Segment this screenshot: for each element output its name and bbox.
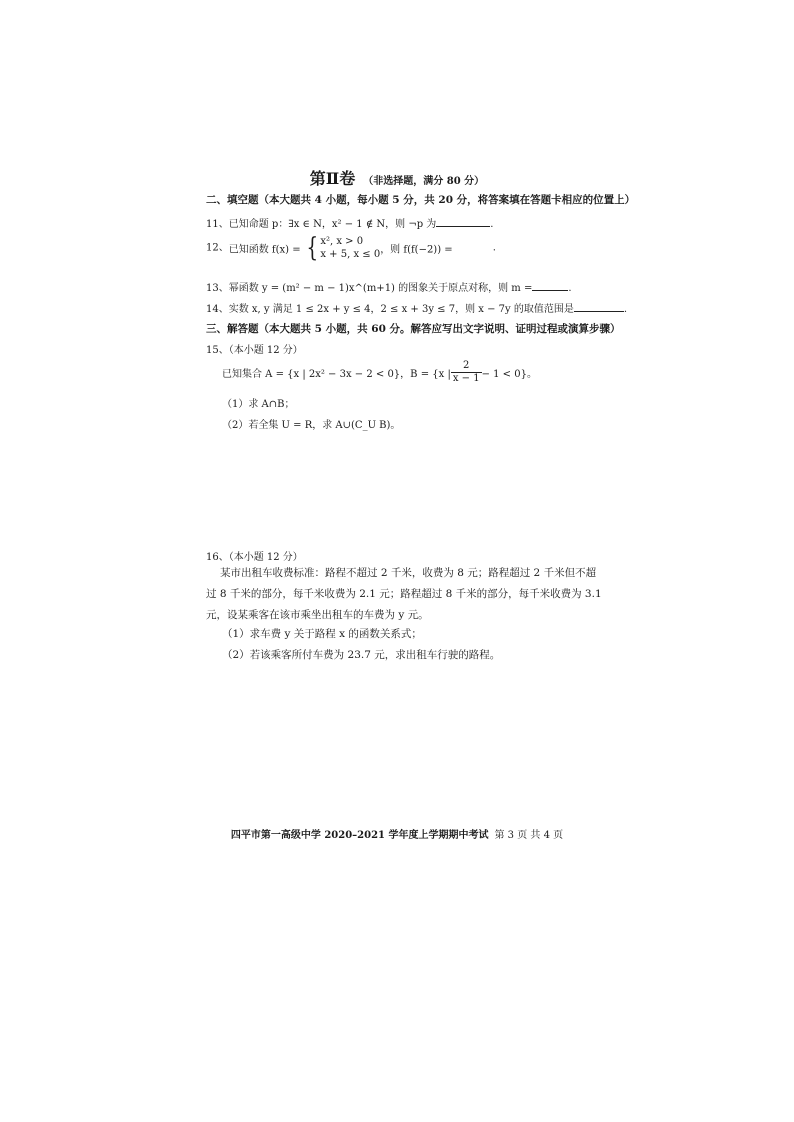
question-16-number: 16、（本小题 12 分） — [206, 552, 303, 563]
page-footer — [0, 826, 794, 841]
question-16-part-1: （1）求车费 y 关于路程 x 的函数关系式； — [222, 628, 422, 640]
answer-blank — [574, 301, 624, 312]
question-number: 11、 — [206, 219, 229, 230]
section-title — [0, 166, 794, 189]
question-number: 12、 — [206, 242, 229, 254]
question-tail: ，则 f(f(−2)) = — [380, 244, 453, 256]
case-2: x + 5, x ≤ 0 — [320, 249, 381, 260]
question-13 — [206, 279, 572, 294]
fraction — [451, 360, 482, 385]
question-12 — [206, 235, 496, 261]
question-number: 14、 — [206, 304, 229, 315]
question-end: . — [492, 242, 496, 254]
fill-in-section-heading: 二、填空题（本大题共 4 小题，每小题 5 分，共 20 分，将答案填在答题卡相应的位置上） — [206, 194, 636, 206]
piecewise-cases — [320, 235, 380, 261]
question-lead: 已知函数 f(x) = — [228, 244, 304, 256]
stem-part-b: − 1 < 0}。 — [481, 369, 537, 380]
question-16-part-2: （2）若该乘客所付车费为 23.7 元，求出租车行驶的路程。 — [222, 649, 501, 661]
fraction-numerator: 2 — [451, 360, 482, 373]
stem-part-a: 已知集合 A = {x | 2x² − 3x − 2 < 0}，B = {x | — [222, 369, 451, 380]
question-15-number: 15、（本小题 12 分） — [206, 345, 303, 356]
question-text: 实数 x, y 满足 1 ≤ 2x + y ≤ 4，2 ≤ x + 3y ≤ 7，则 x − 7y 的取值范围是 — [228, 304, 574, 315]
question-end: . — [568, 283, 572, 294]
volume-title: 第Ⅱ卷 — [309, 169, 356, 188]
question-16-paragraph: 某市出租车收费标准：路程不超过 2 千米，收费为 8 元；路程超过 2 千米但不超过 8 千米的部分，每千米收费为 2.1 元；路程超过 8 千米的部分，每千米收费为 3.1 元，设某乘客在该市乘坐出租车的车费为 y 元。 — [206, 567, 602, 621]
fraction-denominator: x − 1 — [452, 373, 480, 384]
volume-subtitle: （非选择题，满分 80 分） — [363, 176, 485, 187]
answer-blank — [436, 216, 490, 227]
solution-section-heading: 三、解答题（本大题共 5 小题，共 60 分。解答应写出文字说明、证明过程或演算步骤） — [206, 323, 621, 335]
footer-school: 四平市第一高级中学 2020–2021 学年度上学期期中考试 — [230, 830, 489, 841]
brace-icon: { — [306, 233, 318, 263]
question-number: 13、 — [206, 283, 229, 294]
question-text: 幂函数 y = (m² − m − 1)x^(m+1) 的图象关于原点对称，则 m = — [228, 283, 533, 294]
question-11 — [206, 215, 493, 230]
question-end: . — [490, 219, 494, 230]
question-15-stem — [222, 360, 537, 385]
question-text: 已知命题 p：∃x ∈ N，x² − 1 ∉ N，则 ¬p 为 — [228, 219, 437, 230]
answer-blank — [532, 280, 568, 291]
question-15-part-1: （1）求 A∩B； — [222, 399, 295, 410]
question-15-part-2: （2）若全集 U = R，求 A∪(C_U B)。 — [222, 420, 401, 431]
question-14 — [206, 300, 627, 315]
footer-page-number: 第 3 页 共 4 页 — [494, 830, 564, 841]
case-1: x², x > 0 — [320, 236, 364, 247]
question-end: . — [623, 304, 628, 315]
